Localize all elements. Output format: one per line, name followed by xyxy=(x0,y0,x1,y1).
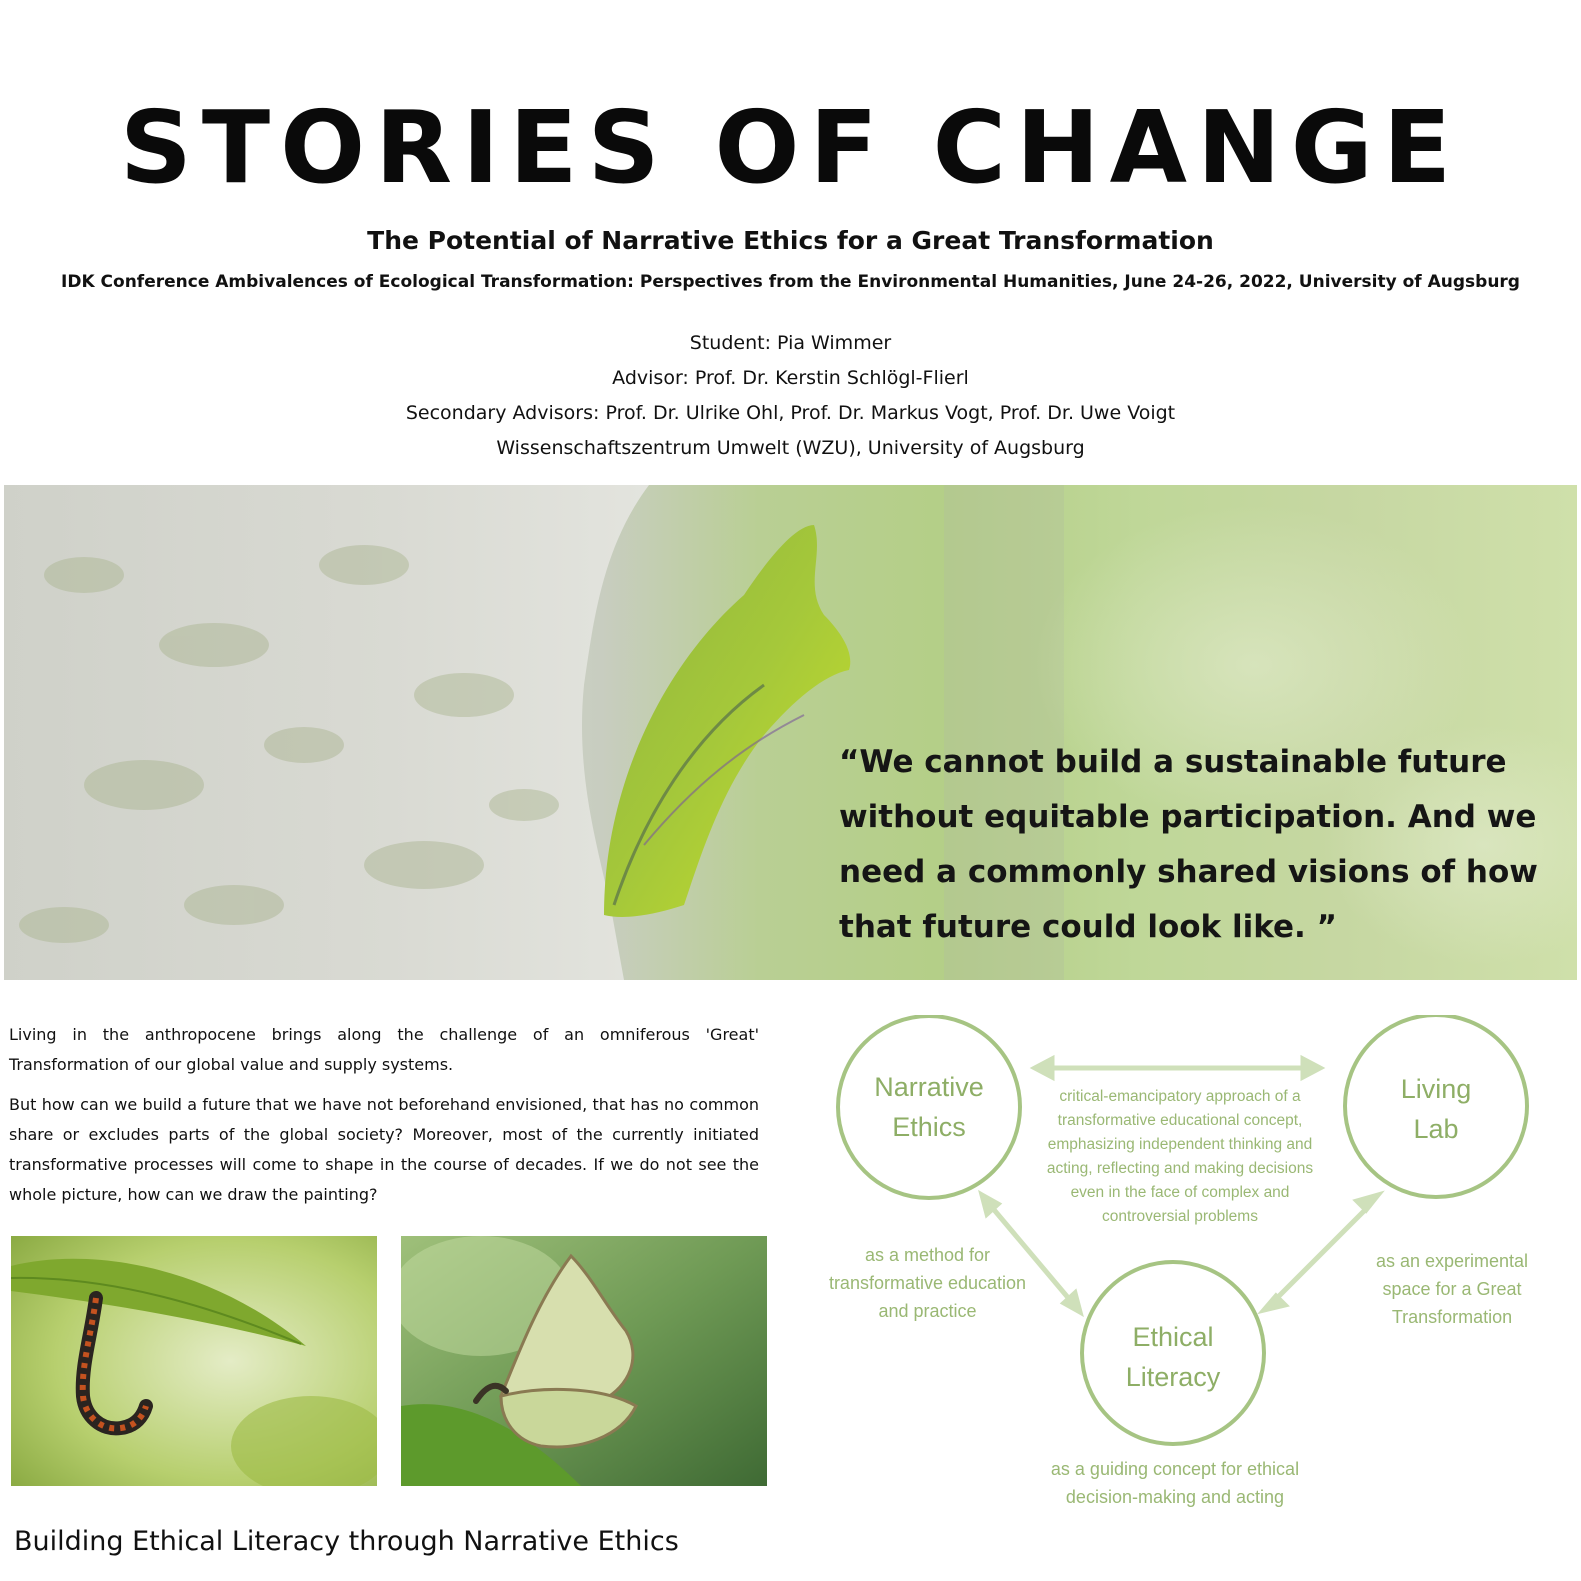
living-lab-label: Living Lab xyxy=(1400,1074,1472,1144)
student-line: Student: Pia Wimmer xyxy=(689,332,892,354)
hero-quote xyxy=(839,735,1539,955)
butterfly-photo xyxy=(401,1236,767,1486)
concept-diagram xyxy=(820,1015,1581,1525)
narrative-ethics-description: as a method for transformative education and practice xyxy=(828,1245,1027,1321)
institution-line: Wissenschaftszentrum Umwelt (WZU), University of Augsburg xyxy=(496,437,1085,459)
intro-text xyxy=(9,1020,759,1220)
center-description: critical-emancipatory approach of a transformative educational concept, emphasizing independent thinking and acting, reflecting and making decisions even in the face of complex and controversial problems xyxy=(1046,1088,1314,1225)
ethical-literacy-label: Ethical Literacy xyxy=(1125,1322,1221,1392)
secondary-advisors-line: Secondary Advisors: Prof. Dr. Ulrike Ohl, Prof. Dr. Markus Vogt, Prof. Dr. Uwe Voigt xyxy=(405,402,1176,424)
ethical-literacy-description: as a guiding concept for ethical decision-making and acting xyxy=(1050,1459,1300,1507)
caterpillar-photo xyxy=(11,1236,377,1486)
section-caption: Building Ethical Literacy through Narrative Ethics xyxy=(14,1526,679,1557)
quote-line: “We cannot build a sustainable future xyxy=(839,744,1507,780)
quote-line: that future could look like. ” xyxy=(839,909,1337,945)
living-lab-description: as an experimental space for a Great Transformation xyxy=(1375,1251,1529,1327)
people-block xyxy=(0,326,1581,466)
intro-paragraph: Living in the anthropocene brings along the challenge of an omniferous 'Great' Transformation of our global value and supply systems. xyxy=(9,1025,759,1074)
page-title: STORIES OF CHANGE xyxy=(119,89,1462,206)
narrative-ethics-label: Narrative Ethics xyxy=(874,1072,984,1142)
page-subtitle: The Potential of Narrative Ethics for a Great Transformation xyxy=(367,226,1214,255)
hero-banner xyxy=(4,485,1577,980)
conference-line: IDK Conference Ambivalences of Ecological Transformation: Perspectives from the Environmental Humanities, June 24-26, 2022, University of Augsburg xyxy=(61,272,1520,292)
quote-line: without equitable participation. And we xyxy=(839,799,1537,835)
intro-paragraph: But how can we build a future that we have not beforehand envisioned, that has no common share or excludes parts of the global society? Moreover, most of the currently initiated transformative processes will come to shape in the course of decades. If we do not see the whole picture, how can we draw the painting? xyxy=(9,1095,759,1204)
advisor-line: Advisor: Prof. Dr. Kerstin Schlögl-Flierl xyxy=(612,367,969,389)
quote-line: need a commonly shared visions of how xyxy=(839,854,1538,890)
